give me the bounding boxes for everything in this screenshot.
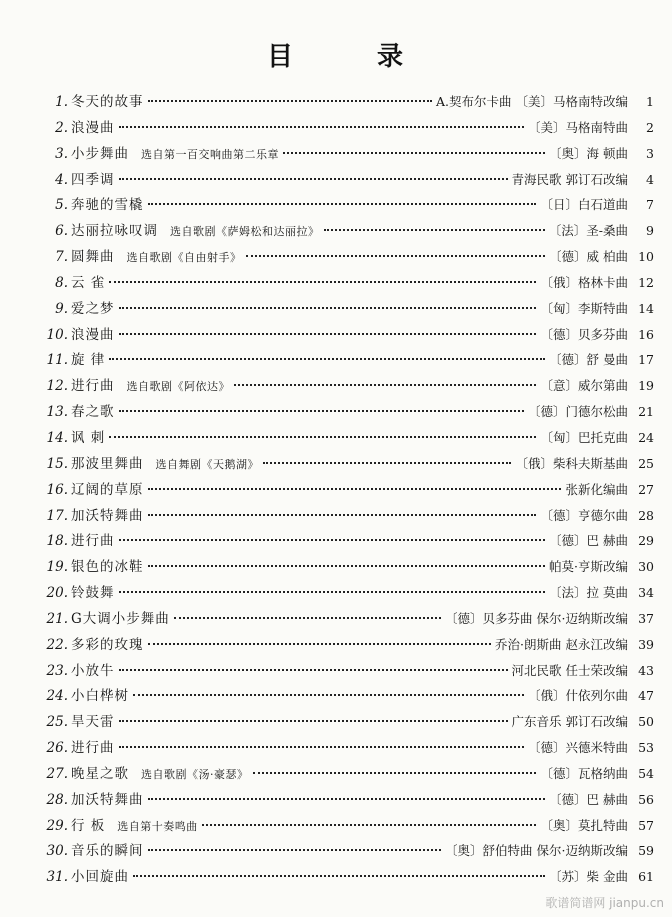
entry-author: 〔德〕舒 曼曲 — [549, 352, 628, 368]
toc-entry — [30, 322, 658, 348]
entry-page: 50 — [638, 714, 654, 730]
entry-number: 21. — [46, 610, 68, 627]
entry-author: 〔奥〕莫扎特曲 — [540, 817, 628, 833]
watermark: 歌谱简谱网 jianpu.cn — [545, 896, 664, 910]
entry-page: 24 — [638, 429, 654, 445]
toc-entry — [30, 813, 658, 839]
toc-entry — [30, 477, 658, 503]
toc-entry — [30, 761, 658, 787]
toc-entry — [30, 399, 658, 425]
entry-title: 浪漫曲 — [71, 119, 115, 136]
toc-entry — [30, 451, 658, 477]
entry-page: 19 — [638, 378, 654, 394]
entry-number: 3. — [55, 145, 68, 162]
dot-leader — [148, 514, 537, 516]
entry-author: 〔法〕拉 莫曲 — [549, 585, 628, 601]
entry-author: 〔德〕贝多芬曲 保尔·迈纳斯改编 — [445, 610, 628, 626]
entry-title: 晚星之歌 — [71, 765, 129, 782]
entry-note: 选自歌剧《阿依达》 — [126, 380, 230, 394]
toc-entry — [30, 709, 658, 735]
dot-leader — [283, 152, 545, 154]
entry-note: 选自歌剧《自由射手》 — [126, 251, 242, 265]
entry-page: 7 — [646, 197, 654, 213]
entry-page: 16 — [638, 326, 654, 342]
entry-author: 〔苏〕柴 金曲 — [549, 869, 628, 885]
entry-page: 54 — [638, 765, 654, 781]
dot-leader — [148, 798, 546, 800]
entry-note: 选自舞剧《天鹅湖》 — [155, 457, 259, 471]
entry-author: 〔奥〕舒伯特曲 保尔·迈纳斯改编 — [445, 843, 628, 859]
entry-title: 进行曲 — [71, 378, 115, 395]
entry-page: 17 — [638, 352, 654, 368]
entry-number: 26. — [46, 740, 68, 757]
dot-leader — [148, 643, 492, 645]
toc-entry — [30, 89, 658, 115]
toc-entry — [30, 528, 658, 554]
entry-author: 〔德〕威 柏曲 — [549, 249, 628, 265]
entry-number: 30. — [46, 843, 68, 860]
toc-entry — [30, 787, 658, 813]
entry-title: 圆舞曲 — [71, 249, 115, 266]
entry-page: 37 — [638, 610, 654, 626]
entry-author: 〔德〕兴德米特曲 — [527, 740, 628, 756]
entry-page: 28 — [638, 507, 654, 523]
entry-note: 选自第一百交响曲第二乐章 — [141, 147, 279, 161]
dot-leader — [119, 178, 508, 180]
dot-leader — [324, 229, 545, 231]
entry-title: 四季调 — [71, 171, 115, 188]
toc-entry — [30, 141, 658, 167]
entry-title: 云 雀 — [71, 274, 106, 291]
dot-leader — [119, 746, 524, 748]
entry-page: 34 — [638, 585, 654, 601]
dot-leader — [119, 410, 524, 412]
dot-leader — [119, 126, 524, 128]
page-title — [0, 36, 672, 73]
toc-entry — [30, 503, 658, 529]
entry-author: 〔俄〕什依列尔曲 — [527, 688, 628, 704]
entry-author: 〔德〕瓦格纳曲 — [540, 765, 628, 781]
entry-title: 铃鼓舞 — [71, 585, 115, 602]
toc-entry — [30, 632, 658, 658]
entry-number: 11. — [46, 352, 68, 369]
entry-page: 29 — [638, 533, 654, 549]
entry-title: 小放牛 — [71, 662, 115, 679]
entry-number: 29. — [46, 817, 68, 834]
entry-number: 6. — [55, 223, 68, 240]
entry-author: 〔德〕门德尔松曲 — [527, 404, 628, 420]
dot-leader — [119, 669, 508, 671]
entry-page: 59 — [638, 843, 654, 859]
entry-page: 21 — [638, 404, 654, 420]
toc-entry — [30, 192, 658, 218]
toc-entry — [30, 167, 658, 193]
dot-leader — [246, 255, 546, 257]
dot-leader — [133, 694, 524, 696]
entry-number: 24. — [46, 688, 68, 705]
entry-title: 辽阔的草原 — [71, 481, 144, 498]
entry-author: 青海民歌 郭订石改编 — [511, 171, 628, 187]
entry-note: 选自第十奏鸣曲 — [117, 819, 198, 833]
entry-number: 22. — [46, 636, 68, 653]
entry-page: 9 — [646, 223, 654, 239]
toc-entry — [30, 270, 658, 296]
entry-author: 〔意〕威尔第曲 — [540, 378, 628, 394]
entry-note: 选自歌剧《汤·豪瑟》 — [141, 767, 249, 781]
entry-title: 旋 律 — [71, 352, 106, 369]
entry-title: 加沃特舞曲 — [71, 507, 144, 524]
entry-title: 浪漫曲 — [71, 326, 115, 343]
entry-page: 47 — [638, 688, 654, 704]
entry-page: 53 — [638, 740, 654, 756]
entry-number: 4. — [55, 171, 68, 188]
entry-number: 19. — [46, 559, 68, 576]
entry-title: 旱天雷 — [71, 714, 115, 731]
entry-title: 银色的冰鞋 — [71, 559, 144, 576]
table-of-contents — [30, 89, 658, 890]
dot-leader — [263, 462, 511, 464]
entry-title: 小回旋曲 — [71, 869, 129, 886]
dot-leader — [119, 333, 537, 335]
entry-author: 〔德〕巴 赫曲 — [549, 533, 628, 549]
entry-author: 河北民歌 任士荣改编 — [511, 662, 628, 678]
entry-number: 12. — [46, 378, 68, 395]
entry-page: 56 — [638, 791, 654, 807]
dot-leader — [253, 772, 537, 774]
entry-title: 小步舞曲 — [71, 145, 129, 162]
entry-number: 9. — [55, 300, 68, 317]
entry-number: 7. — [55, 249, 68, 266]
entry-page: 14 — [638, 300, 654, 316]
entry-author: 帕莫·亨斯改编 — [549, 559, 628, 575]
entry-author: A.契布尔卡曲 〔美〕马格南特改编 — [436, 94, 628, 109]
dot-leader — [119, 307, 537, 309]
entry-author: 广东音乐 郭订石改编 — [511, 714, 628, 730]
dot-leader — [119, 591, 546, 593]
entry-page: 2 — [646, 119, 654, 135]
toc-entry — [30, 425, 658, 451]
entry-title: 行 板 — [71, 817, 106, 834]
entry-number: 15. — [46, 455, 68, 472]
entry-author: 〔俄〕格林卡曲 — [540, 274, 628, 290]
entry-author: 〔德〕巴 赫曲 — [549, 791, 628, 807]
toc-entry — [30, 373, 658, 399]
toc-entry — [30, 347, 658, 373]
entry-number: 27. — [46, 765, 68, 782]
toc-entry — [30, 554, 658, 580]
toc-entry — [30, 296, 658, 322]
dot-leader — [234, 384, 536, 386]
entry-page: 12 — [638, 274, 654, 290]
dot-leader — [148, 565, 546, 567]
entry-number: 2. — [55, 119, 68, 136]
entry-number: 1. — [55, 94, 68, 110]
entry-number: 17. — [46, 507, 68, 524]
entry-note: 选自歌剧《萨姆松和达丽拉》 — [170, 225, 320, 239]
entry-title: 奔驰的雪橇 — [71, 197, 144, 214]
entry-number: 13. — [46, 404, 68, 421]
entry-number: 20. — [46, 585, 68, 602]
toc-entry — [30, 244, 658, 270]
entry-author: 张新化编曲 — [565, 481, 628, 497]
toc-entry — [30, 658, 658, 684]
entry-number: 18. — [46, 533, 68, 550]
entry-author: 〔美〕马格南特曲 — [527, 119, 628, 135]
entry-title: 多彩的玫瑰 — [71, 636, 144, 653]
entry-title: G大调小步舞曲 — [71, 610, 170, 627]
dot-leader — [109, 436, 536, 438]
entry-author: 〔匈〕巴托克曲 — [540, 429, 628, 445]
entry-number: 16. — [46, 481, 68, 498]
dot-leader — [148, 203, 537, 205]
title-char-left: 目 — [266, 42, 295, 72]
entry-page: 61 — [638, 869, 654, 885]
entry-page: 27 — [638, 481, 654, 497]
entry-title: 达丽拉咏叹调 — [71, 223, 158, 240]
dot-leader — [202, 824, 537, 826]
toc-entry — [30, 838, 658, 864]
title-char-right: 录 — [377, 42, 406, 72]
entry-number: 31. — [46, 869, 68, 886]
entry-author: 〔德〕贝多芬曲 — [540, 326, 628, 342]
dot-leader — [119, 539, 546, 541]
entry-page: 30 — [638, 559, 654, 575]
entry-page: 3 — [646, 145, 654, 161]
entry-page: 25 — [638, 455, 654, 471]
dot-leader — [148, 100, 433, 102]
entry-author: 〔日〕白石道曲 — [540, 197, 628, 213]
entry-author: 乔治·朗斯曲 赵永江改编 — [495, 636, 628, 652]
entry-title: 小白桦树 — [71, 688, 129, 705]
toc-entry — [30, 864, 658, 890]
toc-entry — [30, 580, 658, 606]
entry-title: 爱之梦 — [71, 300, 115, 317]
entry-page: 10 — [638, 249, 654, 265]
toc-entry — [30, 606, 658, 632]
entry-author: 〔俄〕柴科夫斯基曲 — [515, 455, 628, 471]
entry-number: 28. — [46, 791, 68, 808]
entry-page: 1 — [646, 94, 654, 109]
dot-leader — [148, 849, 442, 851]
toc-entry — [30, 115, 658, 141]
entry-author: 〔奥〕海 顿曲 — [549, 145, 628, 161]
entry-title: 音乐的瞬间 — [71, 843, 144, 860]
entry-number: 5. — [55, 197, 68, 214]
entry-author: 〔匈〕李斯特曲 — [540, 300, 628, 316]
dot-leader — [119, 720, 508, 722]
entry-title: 冬天的故事 — [71, 94, 144, 110]
dot-leader — [148, 488, 562, 490]
entry-page: 4 — [646, 171, 654, 187]
entry-title: 进行曲 — [71, 740, 115, 757]
dot-leader — [133, 875, 545, 877]
entry-number: 8. — [55, 274, 68, 291]
toc-entry — [30, 218, 658, 244]
entry-number: 10. — [46, 326, 68, 343]
entry-number: 25. — [46, 714, 68, 731]
entry-author: 〔德〕亨德尔曲 — [540, 507, 628, 523]
entry-page: 57 — [638, 817, 654, 833]
dot-leader — [109, 281, 536, 283]
dot-leader — [109, 358, 545, 360]
entry-number: 14. — [46, 429, 68, 446]
entry-author: 〔法〕圣-桑曲 — [548, 223, 628, 239]
entry-title: 讽 刺 — [71, 429, 106, 446]
entry-page: 43 — [638, 662, 654, 678]
entry-title: 进行曲 — [71, 533, 115, 550]
toc-entry — [30, 683, 658, 709]
dot-leader — [174, 617, 441, 619]
entry-title: 那波里舞曲 — [71, 455, 144, 472]
entry-page: 39 — [638, 636, 654, 652]
entry-title: 春之歌 — [71, 404, 115, 421]
entry-number: 23. — [46, 662, 68, 679]
toc-entry — [30, 735, 658, 761]
entry-title: 加沃特舞曲 — [71, 791, 144, 808]
